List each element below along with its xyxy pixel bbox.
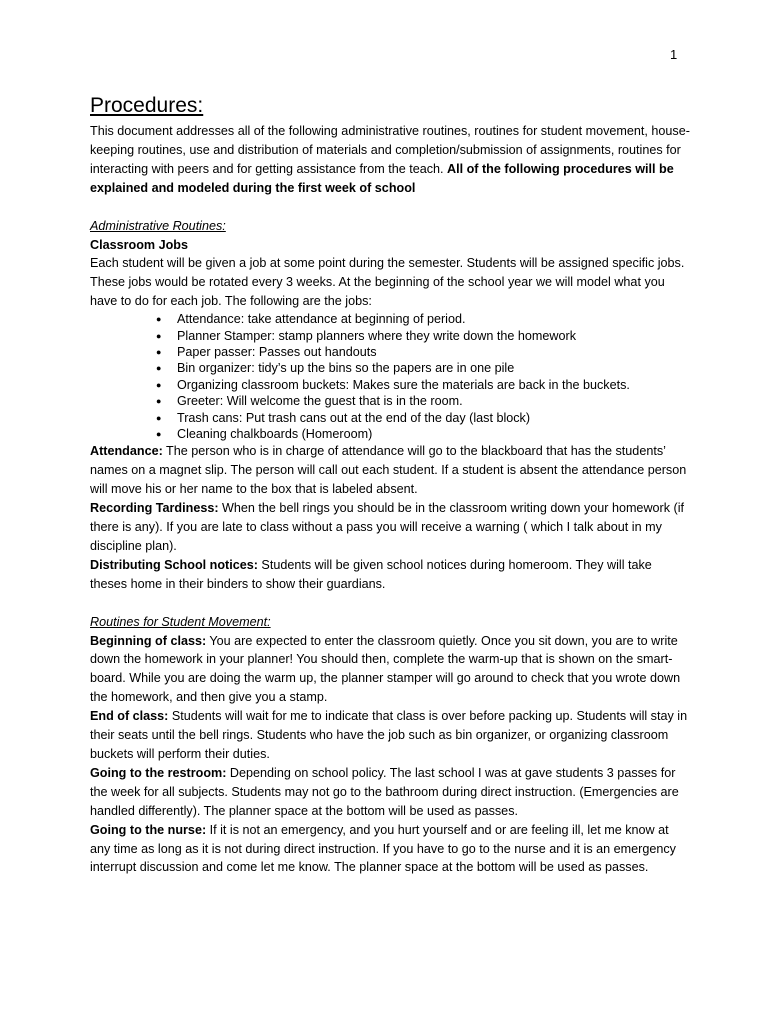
notices-text: Students will be given school notices during homeroom. They will take theses home in their binders to show their guardians. — [90, 557, 652, 591]
tardiness-paragraph — [90, 499, 690, 556]
list-item: ● Greeter: Will welcome the guest that is in the room. — [156, 393, 690, 409]
attendance-text: The person who is in charge of attendance will go to the blackboard that has the students’ names on a magnet slip. The person will call out each student. If a student is absent the attendance person will move his or her name to the box that is labeled absent. — [90, 444, 687, 497]
attendance-label: Attendance: — [90, 444, 163, 459]
page-number: 1 — [670, 47, 678, 62]
restroom-text: Depending on school policy. The last school I was at gave students 3 passes for the week for all subjects. Students may not go to the bathroom during direct instruction. (Emergencies are handled differently). The planner space at the bottom will be used as passes. — [90, 765, 679, 818]
attendance-paragraph — [90, 442, 690, 499]
classroom-jobs-paragraph: Each student will be given a job at some point during the semester. Students will be assigned specific jobs. These jobs would be rotated every 3 weeks. At the beginning of the school year we will model what you have to do for each job. The following are the jobs: — [90, 256, 685, 309]
beginning-of-class-label: Beginning of class: — [90, 633, 207, 648]
end-of-class-label: End of class: — [90, 709, 169, 724]
list-item: ● Bin organizer: tidy’s up the bins so the papers are in one pile — [156, 360, 690, 376]
intro-text: This document addresses all of the following administrative routines, routines for student movement, house-keeping routines, use and distribution of materials and completion/submission of assignments, routines for interacting with peers and for getting assistance from the teach. — [90, 124, 690, 176]
end-of-class-text: Students will wait for me to indicate that class is over before packing up. Students will stay in their seats until the bell rings. Students who have the job such as bin organizer, or organizing classroom buckets will perform their duties. — [90, 709, 688, 761]
classroom-jobs-heading: Classroom Jobs — [90, 237, 188, 252]
end-of-class-paragraph — [90, 707, 690, 764]
list-item: ● Trash cans: Put trash cans out at the end of the day (last block) — [156, 410, 690, 426]
list-item: ● Attendance: take attendance at beginning of period. — [156, 311, 690, 327]
beginning-of-class-text: You are expected to enter the classroom quietly. Once you sit down, you are to write down the homework in your planner! You should then, complete the warm-up that is shown on the smart-board. While you are doing the warm up, the planner stamper will go around to check that you wrote down the homework, and then give you a stamp. — [90, 633, 681, 705]
nurse-text: If it is not an emergency, and you hurt yourself and or are feeling ill, let me know at any time as long as it is not during direct instruction. If you have to go to the nurse and it is an emergency interrupt discussion and come let me know. The planner space at the bottom will be used as passes. — [90, 822, 676, 875]
notices-label: Distributing School notices: — [90, 557, 258, 572]
list-item: ● Paper passer: Passes out handouts — [156, 344, 690, 360]
student-movement-heading: Routines for Student Movement: — [90, 614, 271, 629]
document-body — [90, 92, 690, 877]
page-title: Procedures: — [90, 94, 204, 117]
beginning-of-class-paragraph — [90, 632, 690, 708]
notices-paragraph — [90, 556, 690, 594]
list-item: ● Organizing classroom buckets: Makes sure the materials are back in the buckets. — [156, 377, 690, 393]
list-item: ● Cleaning chalkboards (Homeroom) — [156, 426, 690, 442]
restroom-paragraph — [90, 764, 690, 821]
tardiness-text: When the bell rings you should be in the classroom writing down your homework (if there is any). If you are late to class without a pass you will receive a warning ( which I talk about in my discipline plan). — [90, 501, 685, 553]
list-item: ● Planner Stamper: stamp planners where they write down the homework — [156, 328, 690, 344]
intro-bold-text: All of the following procedures will be explained and modeled during the first week of school — [90, 161, 674, 195]
nurse-label: Going to the nurse: — [90, 822, 207, 837]
tardiness-label: Recording Tardiness: — [90, 501, 219, 516]
restroom-label: Going to the restroom: — [90, 765, 227, 780]
jobs-list — [90, 311, 690, 442]
intro-paragraph — [90, 122, 690, 198]
administrative-routines-heading: Administrative Routines: — [90, 218, 226, 233]
nurse-paragraph — [90, 821, 690, 878]
